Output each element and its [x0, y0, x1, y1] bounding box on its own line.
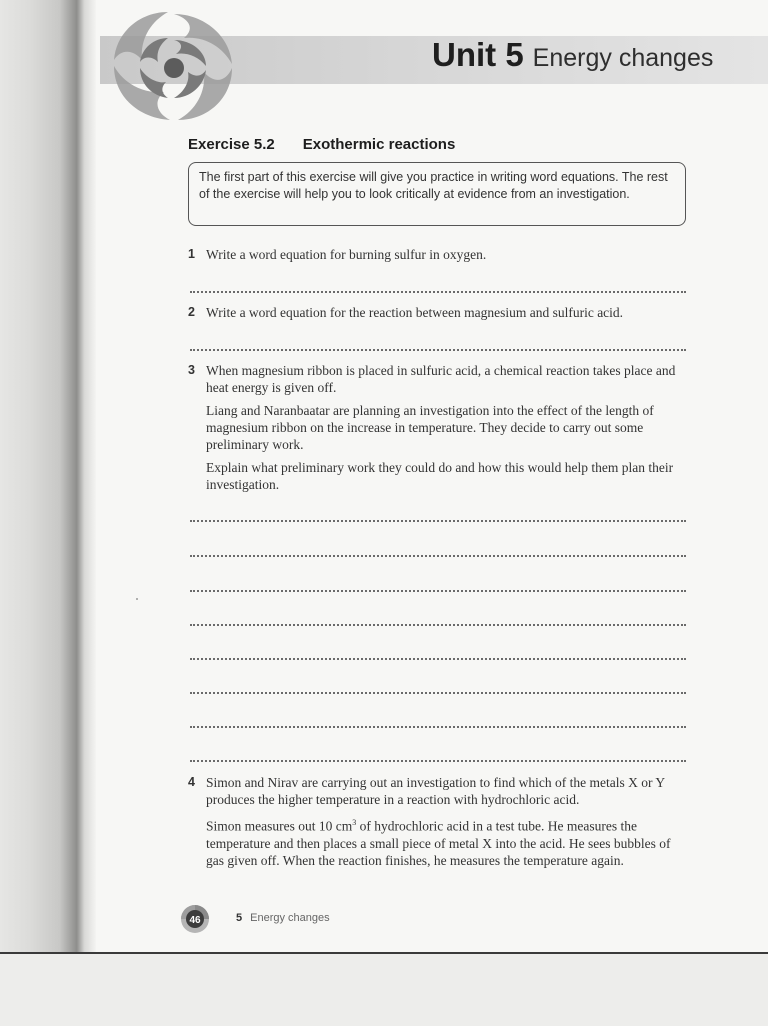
- question-number: 4: [188, 775, 195, 789]
- question-3: [188, 362, 676, 493]
- exercise-heading: [188, 136, 455, 153]
- scan-speck: [136, 598, 138, 600]
- answer-line[interactable]: [190, 590, 686, 592]
- page-number-badge-icon: [180, 904, 210, 934]
- footer-label: [236, 912, 330, 924]
- answer-line[interactable]: [190, 692, 686, 694]
- para-part: Simon measures out 10 cm: [206, 818, 353, 834]
- question-number: 2: [188, 305, 195, 319]
- question-paragraph: [206, 814, 676, 869]
- answer-line[interactable]: [190, 658, 686, 660]
- answer-line[interactable]: [190, 555, 686, 557]
- unit-label: Unit 5: [432, 36, 524, 73]
- question-text: Write a word equation for burning sulfur in oxygen.: [206, 247, 487, 262]
- question-2: [188, 304, 676, 321]
- question-1: [188, 246, 676, 263]
- book-spine-shadow: [0, 0, 96, 960]
- exercise-intro-box: The first part of this exercise will give you practice in writing word equations. The rest of the exercise will help you to look critically at evidence from an investigation.: [188, 162, 686, 226]
- question-text: Write a word equation for the reaction between magnesium and sulfuric acid.: [206, 305, 624, 320]
- footer-unit-number: 5: [236, 912, 243, 924]
- question-paragraph: Liang and Naranbaatar are planning an investigation into the effect of the length of magnesium ribbon on the increase in temperature. They decide to carry out some preliminary work.: [206, 403, 654, 452]
- para-part: of hydrochloric acid in a test tube. He measures the temperature and then places a small piece of metal X into the acid. He sees bubbles of gas given off. When the reaction finishes, he measures the temperature again.: [206, 818, 671, 868]
- scan-bottom-margin: [0, 952, 768, 1026]
- question-number: 3: [188, 363, 195, 377]
- unit-title: [432, 36, 713, 74]
- page-number: 46: [189, 915, 201, 926]
- unit-name: Energy changes: [532, 44, 714, 72]
- answer-line[interactable]: [190, 760, 686, 762]
- question-text: Simon and Nirav are carrying out an investigation to find which of the metals X or Y produces the higher temperature in a reaction with hydrochloric acid.: [206, 775, 665, 807]
- answer-line[interactable]: [190, 520, 686, 522]
- answer-line[interactable]: [190, 291, 686, 293]
- swirl-logo-icon: [104, 6, 244, 124]
- question-number: 1: [188, 247, 195, 261]
- question-paragraph: Explain what preliminary work they could do and how this would help them plan their investigation.: [206, 460, 674, 492]
- exercise-number: Exercise 5.2: [188, 136, 275, 153]
- superscript: 3: [352, 818, 357, 827]
- answer-line[interactable]: [190, 349, 686, 351]
- answer-line[interactable]: [190, 726, 686, 728]
- exercise-title: Exothermic reactions: [302, 136, 456, 153]
- question-text: When magnesium ribbon is placed in sulfuric acid, a chemical reaction takes place and heat energy is given off.: [206, 363, 676, 395]
- answer-line[interactable]: [190, 624, 686, 626]
- question-4: [188, 774, 676, 869]
- footer-unit-name: Energy changes: [250, 912, 330, 924]
